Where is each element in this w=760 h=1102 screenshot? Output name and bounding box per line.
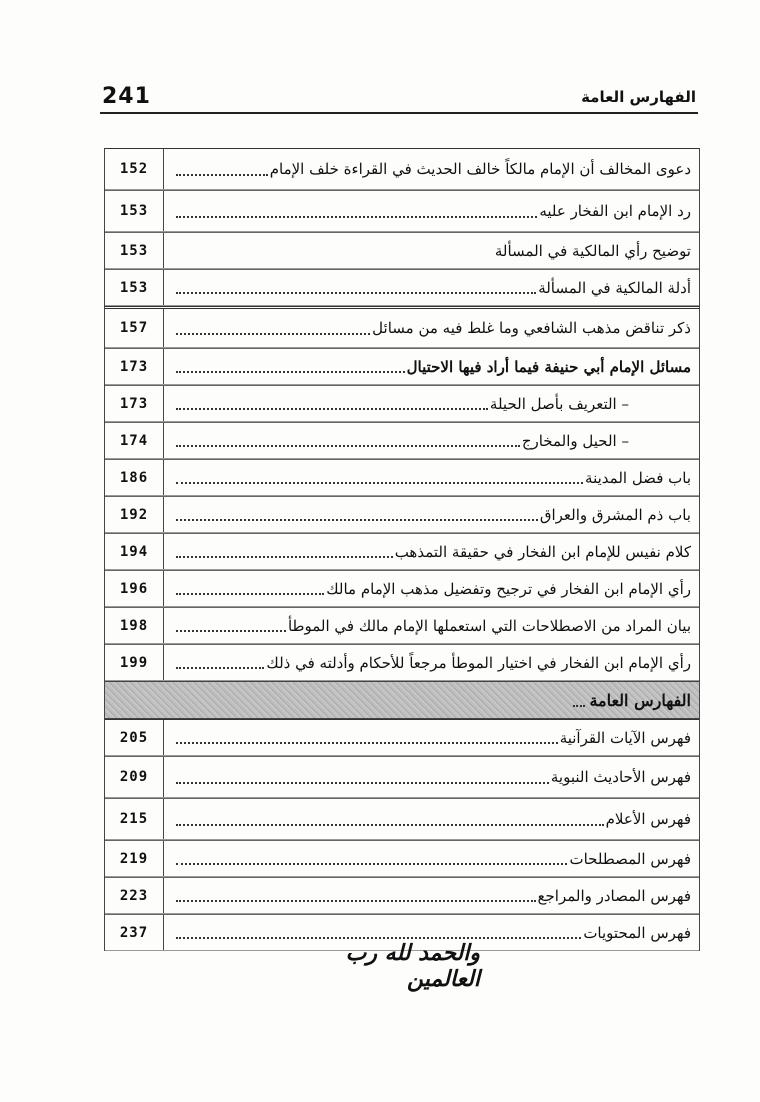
- toc-row: [105, 422, 699, 459]
- toc-row: [105, 877, 699, 914]
- dot-leader: [176, 291, 536, 294]
- dot-leader: [176, 936, 581, 939]
- toc-row: [105, 385, 699, 422]
- toc-row: [105, 459, 699, 496]
- toc-page-number: 219: [105, 841, 164, 876]
- toc-page-number: 153: [105, 191, 164, 231]
- toc-entry-text: دعوى المخالف أن الإمام مالكاً خالف الحديث في القراءة خلف الإمام: [269, 160, 691, 178]
- dot-leader: [176, 781, 549, 784]
- toc-row: [105, 232, 699, 269]
- toc-entry: [164, 571, 699, 606]
- dot-leader: [573, 704, 585, 707]
- page-header: [100, 82, 698, 114]
- toc-entry-text: فهرس الأحاديث النبوية: [550, 768, 691, 786]
- toc-entry-text: أدلة المالكية في المسألة: [538, 278, 691, 297]
- toc-row: [105, 348, 699, 385]
- toc-entry-text: بيان المراد من الاصطلاحات التي استعملها الإمام مالك في الموطأ: [287, 616, 691, 635]
- closing-phrase: والحمد لله رب العالمين: [345, 940, 480, 992]
- toc-entry: [164, 309, 699, 347]
- toc-row: [105, 840, 699, 877]
- toc-entry: [164, 608, 699, 643]
- toc-row: [105, 306, 699, 348]
- toc-page-number: 209: [105, 757, 164, 797]
- dot-leader: [176, 332, 370, 335]
- toc-page-number: 215: [105, 799, 164, 839]
- toc-entry-text: رأي الإمام ابن الفخار في اختيار الموطأ مرجعاً للأحكام وأدلته في ذلك: [266, 653, 691, 672]
- toc-entry-text: فهرس المصطلحات: [569, 849, 691, 868]
- toc-entry-text: رأي الإمام ابن الفخار في ترجيح وتفضيل مذهب الإمام مالك: [326, 579, 691, 598]
- dot-leader: [176, 592, 324, 595]
- toc-entry-text: فهرس المحتويات: [583, 923, 691, 942]
- toc-entry: [164, 270, 699, 305]
- dot-leader: [176, 481, 583, 484]
- toc-entry-text: مسائل الإمام أبي حنيفة فيما أراد فيها الاحتيال: [406, 357, 691, 376]
- toc-entry: [164, 423, 699, 458]
- toc-entry: [164, 841, 699, 876]
- dot-leader: [176, 370, 405, 373]
- toc-page-number: 173: [105, 349, 164, 384]
- toc-page-number: 152: [105, 149, 164, 189]
- running-title: الفهارس العامة: [581, 88, 696, 106]
- toc-entry: [164, 233, 699, 268]
- toc-entry-text: كلام نفيس للإمام ابن الفخار في حقيقة التمذهب: [394, 542, 691, 561]
- toc-page-number: 186: [105, 460, 164, 495]
- toc-page-number: 153: [105, 270, 164, 305]
- dot-leader: [176, 215, 537, 218]
- toc-row: [105, 756, 699, 798]
- toc-entry: [164, 386, 699, 421]
- toc-entry-text: فهرس الأعلام: [605, 810, 691, 828]
- toc-row: [105, 269, 699, 306]
- toc-entry: [164, 720, 699, 755]
- section-heading-row: [105, 681, 699, 719]
- toc-page-number: 223: [105, 878, 164, 913]
- toc-entry-text: توضيح رأي المالكية في المسألة: [494, 241, 691, 260]
- toc-page-number: 198: [105, 608, 164, 643]
- toc-page-number: 192: [105, 497, 164, 532]
- dot-leader: [176, 407, 488, 410]
- toc-table: [104, 148, 700, 951]
- toc-row: [105, 533, 699, 570]
- dot-leader: [176, 899, 536, 902]
- toc-entry: [164, 191, 699, 231]
- toc-page-number: 157: [105, 309, 164, 347]
- toc-entry: [164, 149, 699, 189]
- toc-entry-text: باب فضل المدينة: [585, 468, 691, 487]
- toc-page-number: 237: [105, 915, 164, 950]
- toc-entry: [164, 497, 699, 532]
- section-heading-text: الفهارس العامة: [589, 690, 691, 710]
- toc-entry-text: فهرس المصادر والمراجع: [537, 886, 691, 905]
- toc-entry-text: باب ذم المشرق والعراق: [539, 505, 691, 524]
- toc-row: [105, 496, 699, 533]
- toc-row: [105, 570, 699, 607]
- toc-page-number: 174: [105, 423, 164, 458]
- dot-leader: [176, 823, 604, 826]
- toc-row: [105, 719, 699, 756]
- dot-leader: [176, 741, 558, 744]
- dot-leader: [176, 629, 286, 632]
- toc-row: [105, 644, 699, 681]
- toc-entry-text: – التعريف بأصل الحيلة: [489, 394, 629, 413]
- toc-page-number: 173: [105, 386, 164, 421]
- toc-row: [105, 148, 699, 190]
- toc-entry-text: فهرس الآيات القرآنية: [559, 728, 691, 747]
- dot-leader: [176, 666, 264, 669]
- toc-entry-text: رد الإمام ابن الفخار عليه: [539, 202, 691, 220]
- dot-leader: [176, 518, 538, 521]
- toc-entry: [164, 349, 699, 384]
- page-number: 241: [102, 84, 151, 109]
- dot-leader: [176, 862, 567, 865]
- toc-entry: [164, 799, 699, 839]
- toc-row: [105, 798, 699, 840]
- toc-page-number: 196: [105, 571, 164, 606]
- toc-entry: [164, 534, 699, 569]
- dot-leader: [176, 444, 520, 447]
- section-heading: [561, 682, 691, 718]
- toc-row: [105, 607, 699, 644]
- dot-leader: [176, 555, 393, 558]
- toc-entry: [164, 878, 699, 913]
- toc-page-number: 199: [105, 645, 164, 680]
- toc-entry: [164, 757, 699, 797]
- toc-entry-text: ذكر تناقض مذهب الشافعي وما غلط فيه من مسائل: [372, 319, 691, 337]
- toc-entry: [164, 460, 699, 495]
- toc-row: [105, 190, 699, 232]
- dot-leader: [176, 173, 268, 176]
- toc-entry-text: – الحيل والمخارج: [521, 431, 629, 450]
- toc-page-number: 194: [105, 534, 164, 569]
- toc-page-number: 153: [105, 233, 164, 268]
- toc-entry: [164, 645, 699, 680]
- toc-page-number: 205: [105, 720, 164, 755]
